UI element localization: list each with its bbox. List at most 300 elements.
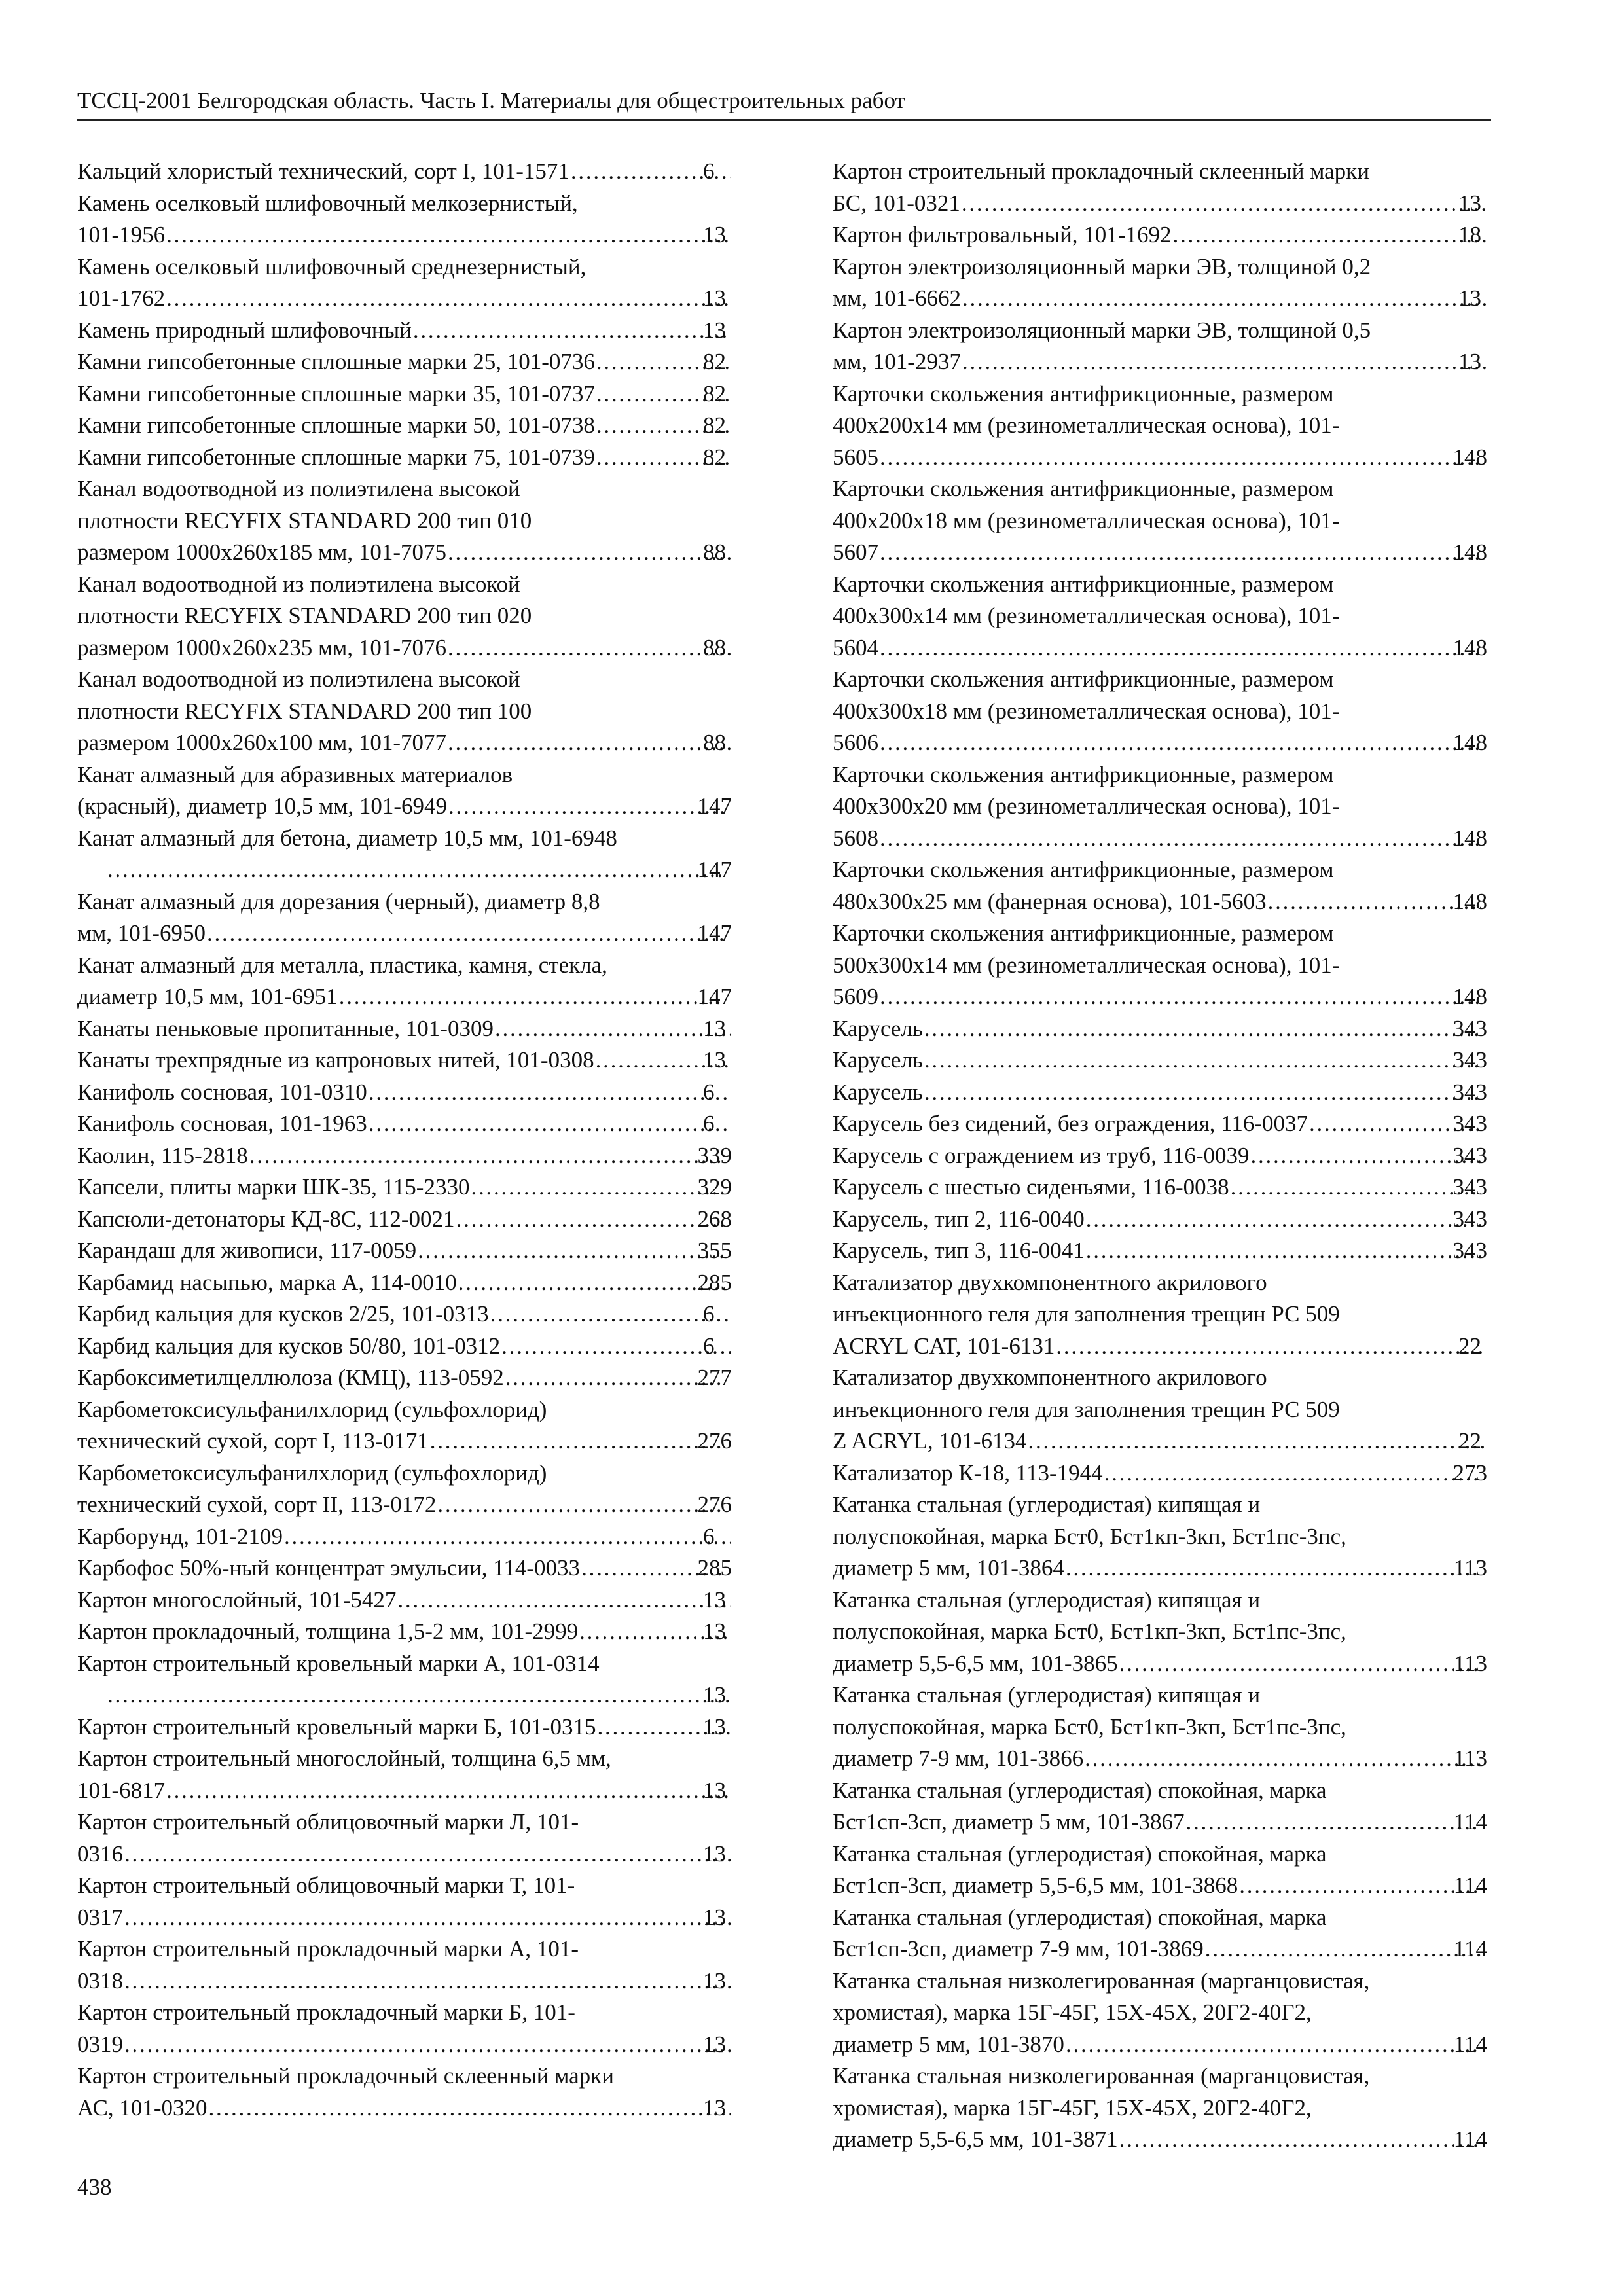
index-entry-line xyxy=(77,1108,732,1140)
index-entry-line xyxy=(77,156,732,188)
index-entry-text: Карбометоксисульфанилхлорид (сульфохлорид) xyxy=(77,1396,547,1422)
index-entry-line xyxy=(77,1362,732,1394)
index-entry-text: 480х300х25 мм (фанерная основа), 101-5603 xyxy=(833,888,1267,914)
index-page-ref: 148 xyxy=(1453,730,1487,755)
index-entry-line xyxy=(77,1933,732,1965)
index-entry-line xyxy=(77,632,732,664)
index-entry-text: хромистая), марка 15Г-45Г, 15Х-45Х, 20Г2-40Г2, xyxy=(833,2094,1312,2121)
dot-leader xyxy=(494,1013,731,1045)
dot-leader xyxy=(878,442,1481,474)
index-entry-line xyxy=(833,1235,1487,1267)
index-page-ref: 13 xyxy=(703,1777,726,1803)
index-entry-line xyxy=(833,1933,1487,1965)
index-entry-line xyxy=(77,1394,732,1426)
dot-leader xyxy=(165,219,731,251)
index-entry-text: 400х200х18 мм (резинометаллическая основа), 101- xyxy=(833,507,1340,533)
index-entry-text: Катанка стальная низколегированная (марганцовистая, xyxy=(833,1967,1370,1994)
index-entry xyxy=(77,315,732,347)
index-entry-text: плотности RECYFIX STANDARD 200 тип 020 xyxy=(77,603,532,628)
index-page-ref: 329 xyxy=(697,1174,732,1200)
dot-leader xyxy=(1085,1235,1481,1267)
index-entry-line xyxy=(833,1045,1487,1077)
index-page-ref: 6 xyxy=(703,1523,715,1549)
index-entry xyxy=(77,442,732,474)
dot-leader xyxy=(416,1235,725,1267)
index-page-ref: 147 xyxy=(697,920,732,946)
index-entry xyxy=(77,1140,732,1172)
index-entry-text: 5607 xyxy=(833,539,878,565)
index-page-ref: 88 xyxy=(703,539,726,565)
dot-leader xyxy=(396,1585,731,1617)
index-entry-text: 400х300х18 мм (резинометаллическая основа), 101- xyxy=(833,698,1340,724)
index-entry-line xyxy=(106,854,732,886)
index-entry xyxy=(77,1743,732,1806)
index-page-ref: 113 xyxy=(1453,1746,1487,1771)
index-entry-line xyxy=(833,1552,1487,1585)
index-page-ref: 343 xyxy=(1453,1047,1487,1073)
index-entry-line xyxy=(77,188,732,220)
index-page-ref: 114 xyxy=(1453,1809,1487,1835)
dot-leader xyxy=(1118,1648,1481,1680)
index-entry-line xyxy=(77,823,732,855)
index-entry-line xyxy=(77,2092,732,2125)
index-entry-text: Канаты трехпрядные из капроновых нитей, 101-0308 xyxy=(77,1047,594,1073)
dot-leader xyxy=(923,1045,1481,1077)
index-entry-line xyxy=(833,188,1487,220)
index-entry-line xyxy=(833,2124,1487,2156)
index-entry-text: Карточки скольжения антифрикционные, размером xyxy=(833,666,1334,692)
index-entry-text: диаметр 5 мм, 101-3864 xyxy=(833,1555,1064,1581)
index-entry xyxy=(833,473,1487,569)
index-entry-line xyxy=(833,1743,1487,1775)
index-entry-line xyxy=(77,727,732,759)
index-entry-line xyxy=(833,1712,1487,1744)
index-entry-line xyxy=(833,378,1487,410)
dot-leader xyxy=(1064,2029,1481,2061)
index-entry-text: Капсюли-детонаторы КД-8С, 112-0021 xyxy=(77,1206,455,1232)
index-entry xyxy=(77,1331,732,1363)
index-entry xyxy=(833,664,1487,759)
index-entry-text: 101-6817 xyxy=(77,1777,166,1803)
index-entry-text: Камень природный шлифовочный xyxy=(77,317,412,343)
index-entry-text: Катанка стальная (углеродистая) кипящая и xyxy=(833,1587,1261,1613)
index-page-ref: 114 xyxy=(1453,2031,1487,2057)
index-entry-line xyxy=(833,950,1487,982)
index-entry-text: 5606 xyxy=(833,730,878,755)
index-entry xyxy=(77,378,732,410)
index-entry-text: полуспокойная, марка Бст0, Бст1кп-3кп, Бст1пс-3пс, xyxy=(833,1713,1346,1740)
index-entry xyxy=(77,1458,732,1521)
index-page-ref: 343 xyxy=(1453,1174,1487,1200)
index-entry-line xyxy=(833,1267,1487,1299)
index-entry-line xyxy=(77,1267,732,1299)
index-entry-line xyxy=(77,791,732,823)
dot-leader xyxy=(500,1331,731,1363)
index-entry xyxy=(77,1616,732,1648)
index-entry xyxy=(833,1235,1487,1267)
index-page-ref: 18 xyxy=(1458,222,1481,247)
dot-leader xyxy=(455,1204,725,1236)
index-entry-line xyxy=(77,283,732,315)
index-page-ref: 276 xyxy=(697,1428,732,1454)
dot-leader xyxy=(367,1077,731,1109)
index-entry-text: 101-1762 xyxy=(77,285,166,311)
dot-leader xyxy=(878,981,1481,1013)
dot-leader xyxy=(446,727,731,759)
index-entry-text: 5604 xyxy=(833,634,878,660)
index-entry-text: Катанка стальная (углеродистая) кипящая и xyxy=(833,1492,1261,1517)
index-page-ref: 148 xyxy=(1453,634,1487,660)
index-entry-line xyxy=(833,1331,1487,1363)
index-entry-line xyxy=(77,410,732,442)
index-entry-line xyxy=(833,918,1487,950)
index-entry-line xyxy=(833,315,1487,347)
index-page-ref: 88 xyxy=(703,634,726,660)
index-entry-text: Карбид кальция для кусков 50/80, 101-0312 xyxy=(77,1333,501,1359)
index-page-ref: 13 xyxy=(703,222,726,247)
index-entry-line xyxy=(833,2029,1487,2061)
index-entry-text: Канат алмазный для дорезания (черный), диаметр 8,8 xyxy=(77,888,600,914)
index-entry-line xyxy=(77,1616,732,1648)
index-page-ref: 277 xyxy=(697,1365,732,1390)
index-entry-text: диаметр 5,5-6,5 мм, 101-3871 xyxy=(833,2126,1118,2152)
index-entry-line xyxy=(833,219,1487,251)
index-page-ref: 147 xyxy=(697,793,732,819)
index-entry-line xyxy=(833,283,1487,315)
index-page-ref: 343 xyxy=(1453,1238,1487,1263)
dot-leader xyxy=(1103,1458,1481,1490)
index-page-ref: 22 xyxy=(1458,1333,1481,1359)
index-entry-text: Картон строительный прокладочный марки Б, 101- xyxy=(77,2000,575,2025)
index-entry-text: Карбамид насыпью, марка А, 114-0010 xyxy=(77,1269,457,1295)
index-entry-text: Картон строительный многослойный, толщина 6,5 мм, xyxy=(77,1746,611,1771)
index-column-left xyxy=(77,156,732,2124)
index-entry-line xyxy=(833,632,1487,664)
index-entry xyxy=(833,1140,1487,1172)
index-entry-text: Катализатор двухкомпонентного акрилового xyxy=(833,1365,1267,1390)
index-entry-text: Камни гипсобетонные сплошные марки 75, 101-0739 xyxy=(77,444,595,470)
index-entry-line xyxy=(833,505,1487,537)
index-entry-line xyxy=(833,1648,1487,1680)
index-entry-line xyxy=(833,346,1487,378)
dot-leader xyxy=(961,283,1486,315)
index-entry-line xyxy=(77,1204,732,1236)
index-entry xyxy=(833,759,1487,855)
index-entry xyxy=(833,1362,1487,1458)
index-entry xyxy=(833,315,1487,378)
index-entry-text: Карточки скольжения антифрикционные, размером xyxy=(833,571,1334,597)
index-entry xyxy=(77,759,732,823)
dot-leader xyxy=(248,1140,725,1172)
index-entry-line xyxy=(77,1235,732,1267)
index-page-ref: 13 xyxy=(1458,285,1481,311)
index-entry xyxy=(77,1045,732,1077)
index-entry-line xyxy=(833,886,1487,918)
index-page-ref: 82 xyxy=(703,380,726,406)
index-entry-text: Бст1сп-3сп, диаметр 5,5-6,5 мм, 101-3868 xyxy=(833,1873,1238,1898)
index-entry xyxy=(77,1172,732,1204)
index-entry-line xyxy=(77,1585,732,1617)
index-page-ref: 13 xyxy=(1458,349,1481,374)
dot-leader xyxy=(367,1108,731,1140)
index-entry-text: Карусель, тип 3, 116-0041 xyxy=(833,1238,1085,1263)
dot-leader xyxy=(208,2092,731,2125)
dot-leader xyxy=(446,632,731,664)
index-entry-text: Карусель xyxy=(833,1047,923,1073)
index-entry-text: Карбоксиметилцеллюлоза (КМЦ), 113-0592 xyxy=(77,1365,504,1390)
index-page-ref: 343 xyxy=(1453,1015,1487,1041)
index-entry-line xyxy=(77,1521,732,1553)
dot-leader xyxy=(123,1839,731,1871)
index-entry-text: (красный), диаметр 10,5 мм, 101-6949 xyxy=(77,793,448,819)
index-entry-line xyxy=(77,759,732,791)
dot-leader xyxy=(878,537,1481,569)
index-entry-line xyxy=(77,1648,732,1680)
index-entry-text: 0318 xyxy=(77,1967,123,1994)
index-page-ref: 343 xyxy=(1453,1206,1487,1232)
index-entry xyxy=(833,1585,1487,1680)
index-entry-line xyxy=(77,1172,732,1204)
dot-leader xyxy=(429,1426,725,1458)
index-entry-line xyxy=(833,1077,1487,1109)
index-entry xyxy=(77,1933,732,1997)
index-entry-text: плотности RECYFIX STANDARD 200 тип 010 xyxy=(77,507,532,533)
index-entry-line xyxy=(833,410,1487,442)
index-entry-text: Картон электроизоляционный марки ЭВ, толщиной 0,5 xyxy=(833,317,1371,343)
index-entry-text: диаметр 5 мм, 101-3870 xyxy=(833,2031,1064,2057)
index-entry-text: Канат алмазный для бетона, диаметр 10,5 мм, 101-6948 xyxy=(77,825,617,851)
index-entry xyxy=(77,1362,732,1394)
index-entry-text: Кальций хлористый технический, сорт I, 101-1571 xyxy=(77,158,569,184)
index-entry-line xyxy=(77,600,732,632)
index-entry-line xyxy=(77,1965,732,1998)
index-entry-text: Камни гипсобетонные сплошные марки 35, 101-0737 xyxy=(77,380,595,406)
index-entry-text: Карусель xyxy=(833,1079,923,1105)
index-entry-text: Катализатор двухкомпонентного акрилового xyxy=(833,1269,1267,1295)
index-entry xyxy=(833,1108,1487,1140)
index-entry-line xyxy=(77,1331,732,1363)
index-entry xyxy=(833,1172,1487,1204)
index-entry-line xyxy=(77,1426,732,1458)
index-entry-line xyxy=(833,156,1487,188)
index-page-ref: 6 xyxy=(703,1111,715,1136)
index-entry-line xyxy=(77,1013,732,1045)
dot-leader xyxy=(923,1077,1481,1109)
dot-leader xyxy=(878,823,1481,855)
index-entry-line xyxy=(833,442,1487,474)
index-entry xyxy=(77,2060,732,2124)
index-page-ref: 13 xyxy=(703,1904,726,1930)
dot-leader xyxy=(165,1775,731,1807)
index-entry-line xyxy=(833,537,1487,569)
index-entry-text: ACRYL CAT, 101-6131 xyxy=(833,1333,1055,1359)
index-entry-text: 0319 xyxy=(77,2031,123,2057)
index-entry-line xyxy=(833,1362,1487,1394)
index-entry-text: мм, 101-6950 xyxy=(77,920,206,946)
index-entry-text: диаметр 10,5 мм, 101-6951 xyxy=(77,984,338,1009)
index-entry-text: мм, 101-6662 xyxy=(833,285,961,311)
index-entry-line xyxy=(106,1679,732,1712)
index-entry-line xyxy=(833,1299,1487,1331)
index-entry-line xyxy=(77,1902,732,1934)
dot-leader xyxy=(1083,1743,1481,1775)
index-entry-line xyxy=(833,1965,1487,1998)
index-entry xyxy=(77,1585,732,1617)
dot-leader xyxy=(1250,1140,1481,1172)
dot-leader xyxy=(1185,1806,1481,1839)
index-entry-text: 0317 xyxy=(77,1904,123,1930)
index-entry-text: Карточки скольжения антифрикционные, размером xyxy=(833,761,1334,787)
index-page-ref: 13 xyxy=(703,317,726,343)
index-entry-text: Канал водоотводной из полиэтилена высокой xyxy=(77,571,520,597)
index-entry xyxy=(833,1204,1487,1236)
index-entry-line xyxy=(77,569,732,601)
index-entry-text: Катанка стальная (углеродистая) спокойная, марка xyxy=(833,1777,1327,1803)
index-page-ref: 82 xyxy=(703,412,726,438)
index-entry-text: размером 1000х260х100 мм, 101-7077 xyxy=(77,730,446,755)
dot-leader xyxy=(1064,1552,1481,1585)
index-entry-line xyxy=(833,1489,1487,1521)
index-entry-line xyxy=(77,1489,732,1521)
index-entry-line xyxy=(77,1299,732,1331)
dot-leader xyxy=(504,1362,725,1394)
index-entry-line xyxy=(77,1775,732,1807)
index-entry-line xyxy=(77,1743,732,1775)
index-page-ref: 285 xyxy=(697,1269,732,1295)
index-entry xyxy=(77,1299,732,1331)
index-entry-line xyxy=(77,664,732,696)
dot-leader xyxy=(1027,1426,1486,1458)
index-entry-text: Карбометоксисульфанилхлорид (сульфохлорид) xyxy=(77,1460,547,1486)
index-entry-text: Канал водоотводной из полиэтилена высокой xyxy=(77,476,520,501)
dot-leader xyxy=(489,1299,731,1331)
index-page-ref: 6 xyxy=(703,1333,715,1359)
index-entry-text: АС, 101-0320 xyxy=(77,2094,208,2121)
index-entry-text: Катанка стальная (углеродистая) спокойная, марка xyxy=(833,1904,1327,1930)
index-entry-text: Картон многослойный, 101-5427 xyxy=(77,1587,397,1613)
index-page-ref: 82 xyxy=(703,349,726,374)
index-entry-line xyxy=(77,473,732,505)
index-entry-text: Карточки скольжения антифрикционные, размером xyxy=(833,476,1334,501)
index-entry-line xyxy=(77,505,732,537)
index-entry xyxy=(77,886,732,950)
page-number: 438 xyxy=(77,2174,112,2200)
index-entry-line xyxy=(833,251,1487,283)
index-entry-line xyxy=(833,600,1487,632)
index-entry-line xyxy=(833,823,1487,855)
index-entry-line xyxy=(833,664,1487,696)
index-entry-line xyxy=(77,2060,732,2092)
index-entry-text: Картон строительный облицовочный марки Т, 101- xyxy=(77,1873,575,1898)
index-entry-line xyxy=(833,759,1487,791)
index-entry-text: размером 1000х260х235 мм, 101-7076 xyxy=(77,634,446,660)
index-entry-text: Канат алмазный для металла, пластика, камня, стекла, xyxy=(77,952,607,978)
index-entry-line xyxy=(833,981,1487,1013)
index-entry xyxy=(833,219,1487,251)
index-entry-line xyxy=(833,1172,1487,1204)
index-page-ref: 13 xyxy=(703,1967,726,1994)
index-entry xyxy=(77,1712,732,1744)
index-entry-line xyxy=(833,1204,1487,1236)
index-entry-line xyxy=(833,473,1487,505)
index-page-ref: 114 xyxy=(1453,2126,1487,2152)
index-entry-line xyxy=(833,1394,1487,1426)
index-entry-text: Карусель с ограждением из труб, 116-0039 xyxy=(833,1142,1250,1168)
dot-leader xyxy=(961,346,1486,378)
index-entry-line xyxy=(77,1806,732,1839)
index-entry-text: диаметр 5,5-6,5 мм, 101-3865 xyxy=(833,1650,1118,1676)
index-entry-line xyxy=(833,1616,1487,1648)
index-entry xyxy=(833,251,1487,315)
index-entry-line xyxy=(77,981,732,1013)
index-entry-text: Канаты пеньковые пропитанные, 101-0309 xyxy=(77,1015,494,1041)
index-entry xyxy=(77,410,732,442)
dot-leader xyxy=(1204,1933,1481,1965)
index-entry xyxy=(833,1045,1487,1077)
index-entry-line xyxy=(77,1870,732,1902)
index-entry xyxy=(77,1077,732,1109)
index-entry-line xyxy=(833,1521,1487,1553)
dot-leader xyxy=(283,1521,731,1553)
index-page-ref: 13 xyxy=(703,1713,726,1740)
index-page-ref: 355 xyxy=(697,1238,732,1263)
index-entry-line xyxy=(833,791,1487,823)
index-entry-line xyxy=(833,2092,1487,2125)
index-entry xyxy=(77,1108,732,1140)
index-entry-text: Картон строительный кровельный марки А, 101-0314 xyxy=(77,1650,600,1676)
index-entry xyxy=(77,1204,732,1236)
index-entry-text: Камни гипсобетонные сплошные марки 25, 101-0736 xyxy=(77,349,595,374)
index-page-ref: 6 xyxy=(703,1301,715,1327)
index-entry-line xyxy=(77,1140,732,1172)
index-entry xyxy=(77,251,732,315)
dot-leader xyxy=(123,1902,731,1934)
index-entry-line xyxy=(833,1997,1487,2029)
index-entry xyxy=(833,1077,1487,1109)
index-page-ref: 343 xyxy=(1453,1111,1487,1136)
index-page-ref: 13 xyxy=(703,1682,726,1708)
index-page-ref: 343 xyxy=(1453,1079,1487,1105)
index-entry-line xyxy=(77,251,732,283)
index-entry-text: мм, 101-2937 xyxy=(833,349,961,374)
index-page-ref: 13 xyxy=(703,2031,726,2057)
dot-leader xyxy=(1055,1331,1486,1363)
index-entry-line xyxy=(77,950,732,982)
index-entry-line xyxy=(833,1013,1487,1045)
index-entry-text: 400х300х20 мм (резинометаллическая основа), 101- xyxy=(833,793,1340,819)
index-entry-line xyxy=(833,569,1487,601)
index-entry xyxy=(77,1013,732,1045)
running-header: ТССЦ-2001 Белгородская область. Часть I. Материалы для общестроительных работ xyxy=(77,84,1491,121)
index-entry xyxy=(77,1870,732,1933)
index-page-ref: 6 xyxy=(703,1079,715,1105)
index-entry-line xyxy=(833,1108,1487,1140)
dot-leader xyxy=(447,791,725,823)
index-entry-text: Z ACRYL, 101-6134 xyxy=(833,1428,1027,1454)
index-entry xyxy=(833,1965,1487,2061)
dot-leader xyxy=(1118,2124,1481,2156)
dot-leader xyxy=(106,1679,731,1712)
index-entry-line xyxy=(77,1552,732,1585)
dot-leader xyxy=(1238,1870,1481,1902)
index-entry-text: диаметр 7-9 мм, 101-3866 xyxy=(833,1746,1084,1771)
index-entry-text: БС, 101-0321 xyxy=(833,190,960,216)
index-entry-line xyxy=(833,1870,1487,1902)
index-page-ref: 285 xyxy=(697,1555,732,1581)
index-entry xyxy=(77,664,732,759)
index-page-ref: 13 xyxy=(703,1015,726,1041)
index-page-ref: 13 xyxy=(703,1587,726,1613)
